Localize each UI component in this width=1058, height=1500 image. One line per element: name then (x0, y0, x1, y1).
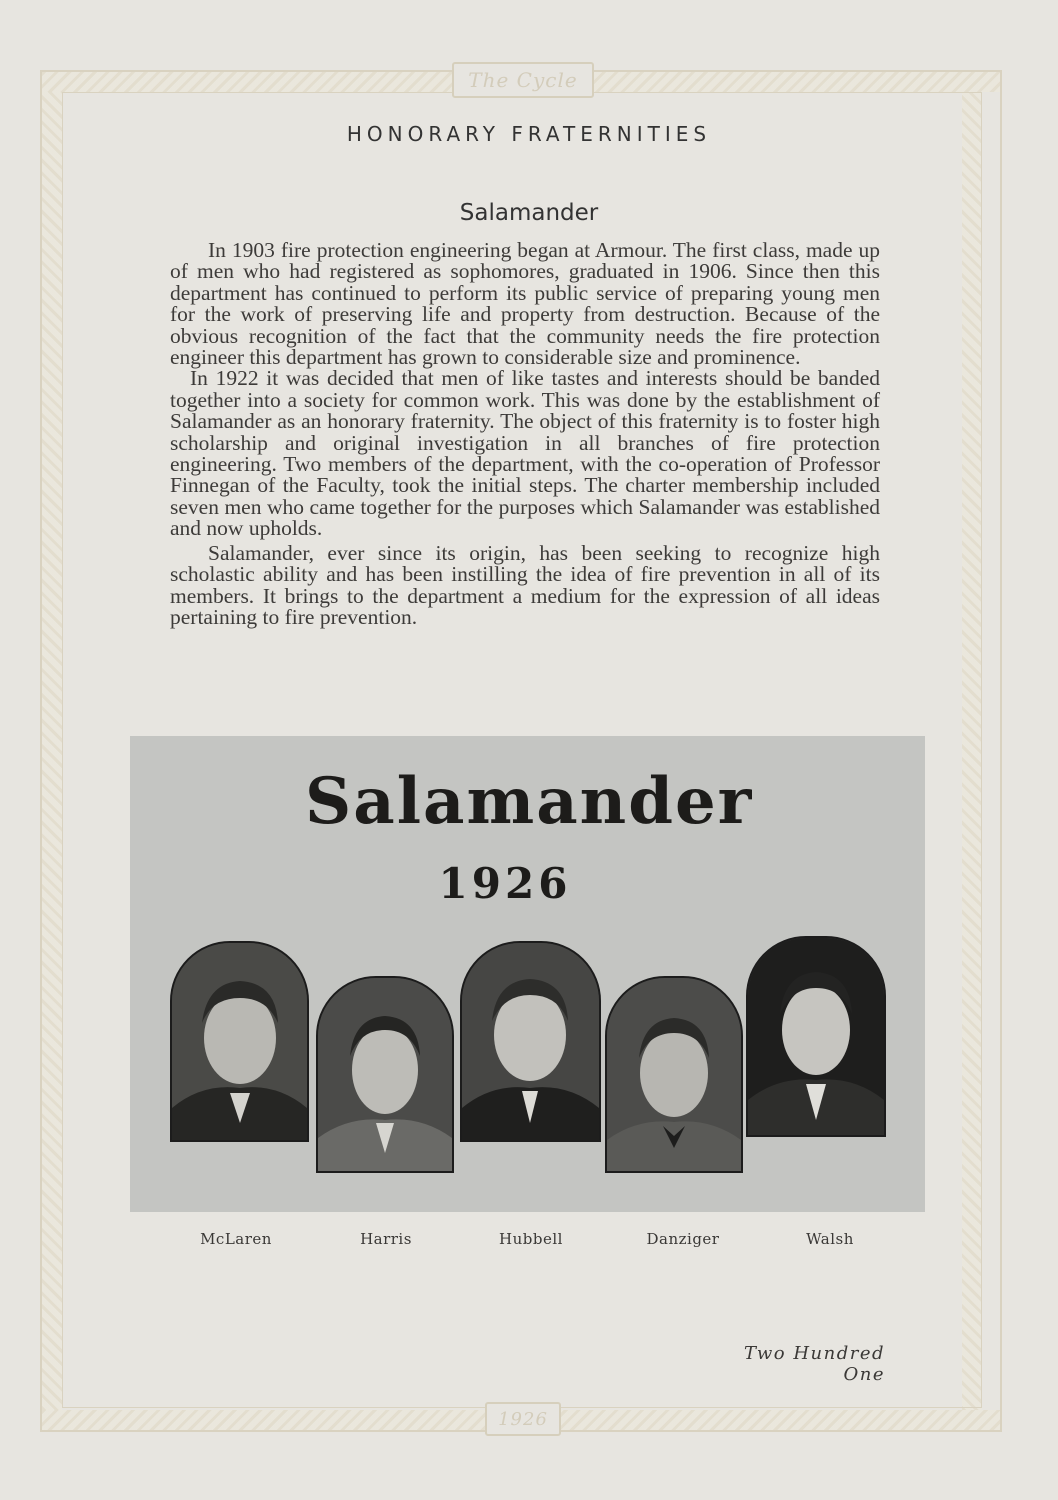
page-heading: HONORARY FRATERNITIES (346, 122, 712, 146)
member-name: Harris (360, 1230, 412, 1248)
member-name: Hubbell (499, 1230, 563, 1248)
plate-title: Salamander (305, 764, 754, 839)
frame-year: 1926 (485, 1402, 561, 1436)
portrait-harris (316, 976, 454, 1173)
portrait-hubbell (460, 941, 601, 1142)
body-text (170, 240, 880, 628)
portrait-mclaren (170, 941, 309, 1142)
page-number: Two Hundred One (743, 1343, 885, 1385)
paragraph: In 1922 it was decided that men of like tastes and interests should be banded together into a society for common work. This was done by the establishment of Salamander as an honorary fraternity. The object of this fraternity is to foster high scholarship and original investigation in all branches of fire protection engineering. Two members of the department, with the co-operation of Professor Finnegan of the Faculty, took the initial steps. The charter membership included seven men who came together for the purposes which Salamander was established and now upholds. (170, 366, 880, 541)
portrait-walsh (746, 936, 886, 1137)
member-name: Danziger (646, 1230, 720, 1248)
plate-year: 1926 (438, 859, 572, 908)
member-name: Walsh (806, 1230, 854, 1248)
member-names (0, 1230, 1058, 1252)
group-photo-plate (130, 736, 925, 1212)
paragraph: In 1903 fire protection engineering began at Armour. The first class, made up of men who had registered as sophomores, graduated in 1906. Since then this department has continued to perform its public service of preparing young men for the work of preserving life and property from destruction. Because of the obvious recognition of the fact that the community needs the fire protection engineer this department has grown to considerable size and prominence. (170, 238, 880, 370)
member-name: McLaren (200, 1230, 272, 1248)
section-title: Salamander (459, 200, 599, 226)
running-title: The Cycle (452, 62, 594, 98)
portrait-danziger (605, 976, 743, 1173)
paragraph: Salamander, ever since its origin, has been seeking to recognize high scholastic ability and has been instilling the idea of fire prevention in all of its members. It brings to the department a medium for the expression of all ideas pertaining to fire prevention. (170, 540, 880, 629)
